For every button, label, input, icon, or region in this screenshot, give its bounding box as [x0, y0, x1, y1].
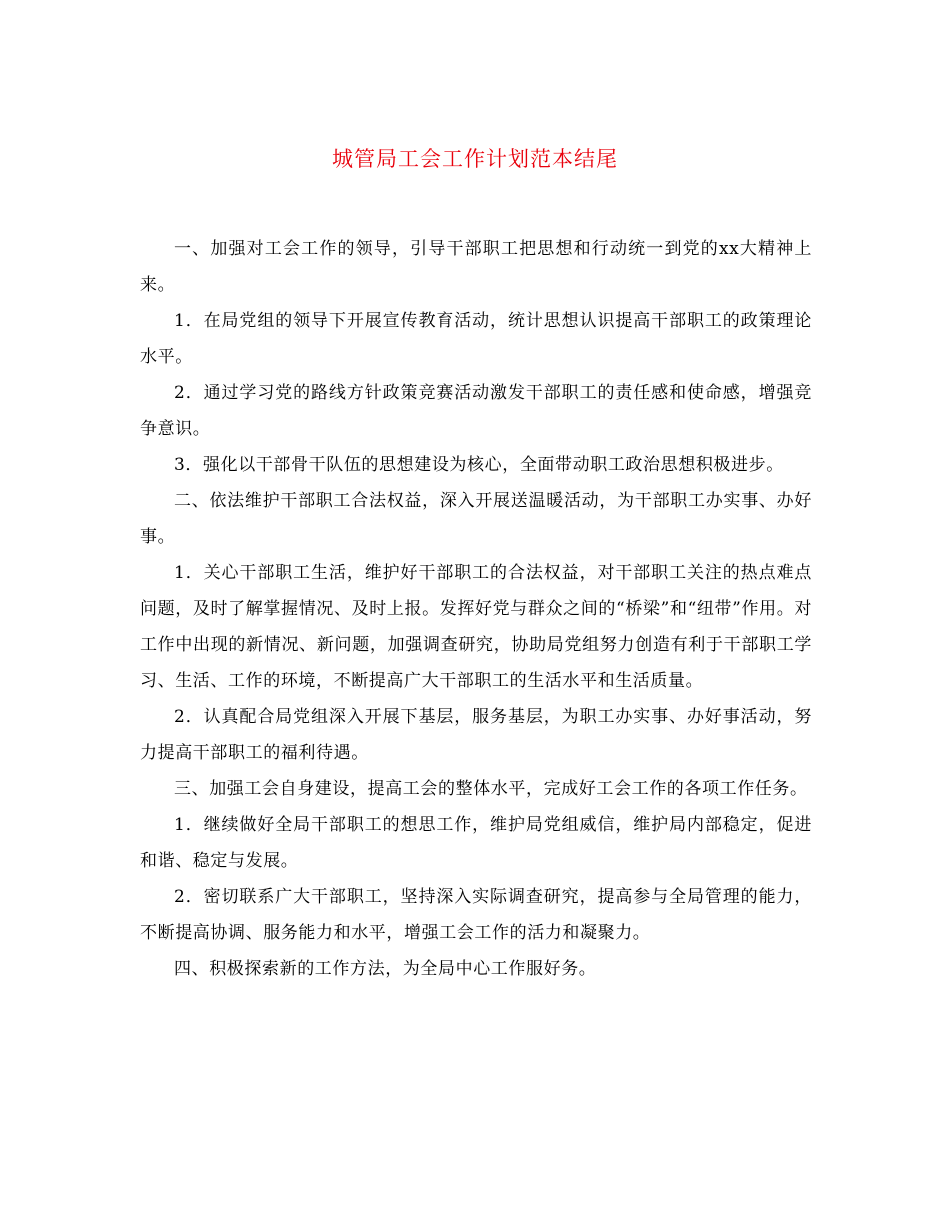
- list-item: 2．密切联系广大干部职工，坚持深入实际调查研究，提高参与全局管理的能力，不断提高协调、服务能力和水平，增强工会工作的活力和凝聚力。: [140, 887, 812, 943]
- list-item: 1．在局党组的领导下开展宣传教育活动，统计思想认识提高干部职工的政策理论水平。: [140, 311, 812, 367]
- document-title: 城管局工会工作计划范本结尾: [332, 147, 618, 171]
- list-item: 3．强化以干部骨干队伍的思想建设为核心，全面带动职工政治思想积极进步。: [174, 455, 784, 475]
- document-body: [140, 231, 812, 987]
- section-heading-4: 四、积极探索新的工作方法，为全局中心工作服好务。: [174, 959, 597, 979]
- list-item: 1．关心干部职工生活，维护好干部职工的合法权益，对干部职工关注的热点难点问题，及时了解掌握情况、及时上报。发挥好党与群众之间的“桥梁”和“纽带”作用。对工作中出现的新情况、新问题，加强调查研究，协助局党组努力创造有利于干部职工学习、生活、工作的环境，不断提高广大干部职工的生活水平和生活质量。: [140, 563, 812, 691]
- section-heading-3: 三、加强工会自身建设，提高工会的整体水平，完成好工会工作的各项工作任务。: [174, 779, 808, 799]
- list-item: 1．继续做好全局干部职工的想思工作，维护局党组威信，维护局内部稳定，促进和谐、稳定与发展。: [140, 815, 812, 871]
- section-heading-2: 二、依法维护干部职工合法权益，深入开展送温暖活动，为干部职工办实事、办好事。: [140, 491, 812, 547]
- list-item: 2．通过学习党的路线方针政策竞赛活动激发干部职工的责任感和使命感，增强竞争意识。: [140, 383, 812, 439]
- section-heading-1: 一、加强对工会工作的领导，引导干部职工把思想和行动统一到党的xx大精神上来。: [140, 239, 812, 295]
- list-item: 2．认真配合局党组深入开展下基层，服务基层，为职工办实事、办好事活动，努力提高干部职工的福利待遇。: [140, 707, 812, 763]
